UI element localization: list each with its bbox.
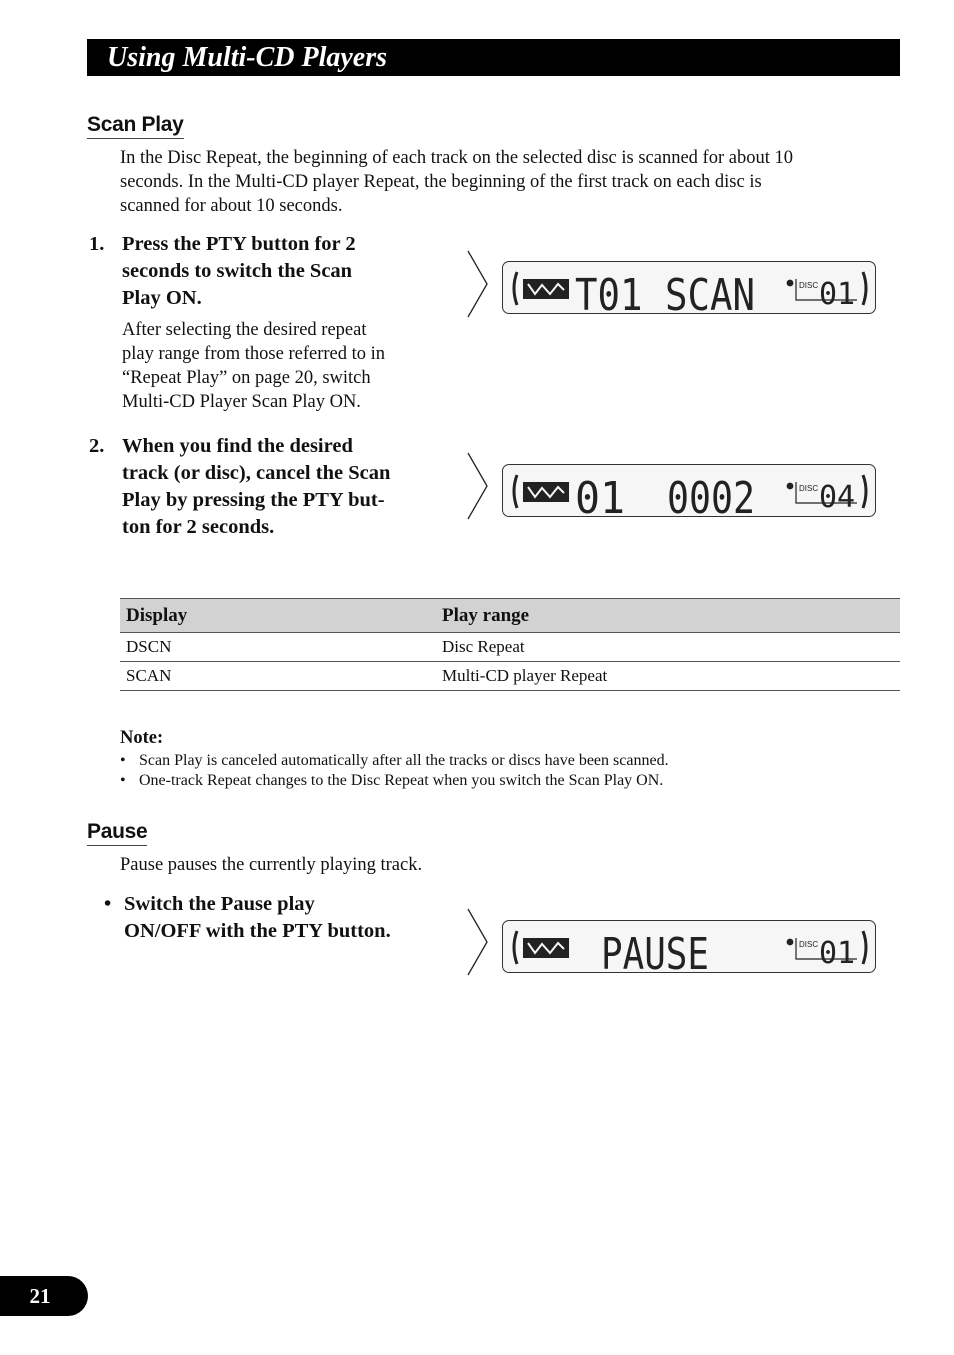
table-cell: Multi-CD player Repeat (436, 662, 900, 691)
step-title-line: ton for 2 seconds. (122, 516, 275, 538)
step-title-line: track (or disc), cancel the Scan (122, 462, 391, 484)
step-title-line: When you find the desired (122, 435, 353, 457)
lcd-disc-number: 04 (819, 480, 856, 515)
table-row (120, 662, 900, 691)
intro-line: scanned for about 10 seconds. (120, 196, 343, 216)
table-header-display: Display (120, 599, 436, 633)
chevron-right-icon (467, 452, 489, 520)
pause-intro: Pause pauses the currently playing track. (120, 855, 423, 875)
lcd-disc-label: DISC (799, 281, 819, 290)
note-item (120, 771, 664, 791)
step-1-body (122, 318, 442, 414)
step-1-number: 1. (89, 233, 105, 255)
page-number-tab (0, 1276, 88, 1316)
step-2-title (122, 433, 452, 541)
header-bar (87, 39, 900, 76)
pause-bullet: • (104, 893, 112, 915)
step-2-number: 2. (89, 435, 105, 457)
play-range-table (120, 598, 900, 691)
intro-line: seconds. In the Multi-CD player Repeat, the beginning of the first track on each disc is (120, 172, 762, 192)
lcd-time-text: 0002 (667, 473, 755, 518)
note-item-text: Scan Play is canceled automatically after all the tracks or discs have been scanned. (139, 752, 669, 769)
step-body-line: Multi-CD Player Scan Play ON. (122, 392, 361, 412)
header-title: Using Multi-CD Players (107, 42, 388, 73)
lcd-disc-number: 01 (819, 277, 856, 312)
table-cell: SCAN (120, 662, 436, 691)
step-title-line: Switch the Pause play (124, 893, 315, 915)
step-body-line: “Repeat Play” on page 20, switch (122, 368, 371, 388)
lcd-main-text: T01 SCAN (575, 270, 755, 315)
step-title-line: Press the PTY button for 2 (122, 233, 356, 255)
step-1-title (122, 231, 442, 312)
step-body-line: After selecting the desired repeat (122, 320, 367, 340)
lcd-disc-label: DISC (799, 940, 819, 949)
scan-play-heading: Scan Play (87, 113, 184, 139)
step-title-line: ON/OFF with the PTY button. (124, 920, 391, 942)
bullet: • (120, 752, 126, 769)
scan-play-intro (120, 146, 900, 218)
lcd-disc-label: DISC (799, 484, 819, 493)
page-number: 21 (29, 1284, 51, 1308)
pause-heading: Pause (87, 820, 147, 846)
step-title-line: Play ON. (122, 287, 202, 309)
table-header-play-range: Play range (436, 599, 900, 633)
bullet: • (120, 772, 126, 789)
lcd-display-pause (502, 920, 876, 973)
table-cell: Disc Repeat (436, 633, 900, 662)
note-label: Note: (120, 728, 164, 748)
note-item (120, 751, 669, 771)
chevron-right-icon (467, 908, 489, 976)
intro-line: In the Disc Repeat, the beginning of each track on the selected disc is scanned for about 10 (120, 148, 793, 168)
lcd-disc-number: 01 (819, 936, 856, 971)
step-title-line: Play by pressing the PTY but- (122, 489, 385, 511)
note-item-text: One-track Repeat changes to the Disc Repeat when you switch the Scan Play ON. (139, 772, 664, 789)
lcd-track-number: 01 (575, 473, 625, 518)
table-cell: DSCN (120, 633, 436, 662)
chevron-right-icon (467, 250, 489, 318)
step-body-line: play range from those referred to in (122, 344, 386, 364)
step-title-line: seconds to switch the Scan (122, 260, 353, 282)
lcd-display-scan (502, 261, 876, 314)
lcd-main-text: PAUSE (601, 929, 709, 974)
table-header-row (120, 599, 900, 633)
pause-step (124, 891, 454, 945)
lcd-display-time (502, 464, 876, 517)
table-row (120, 633, 900, 662)
